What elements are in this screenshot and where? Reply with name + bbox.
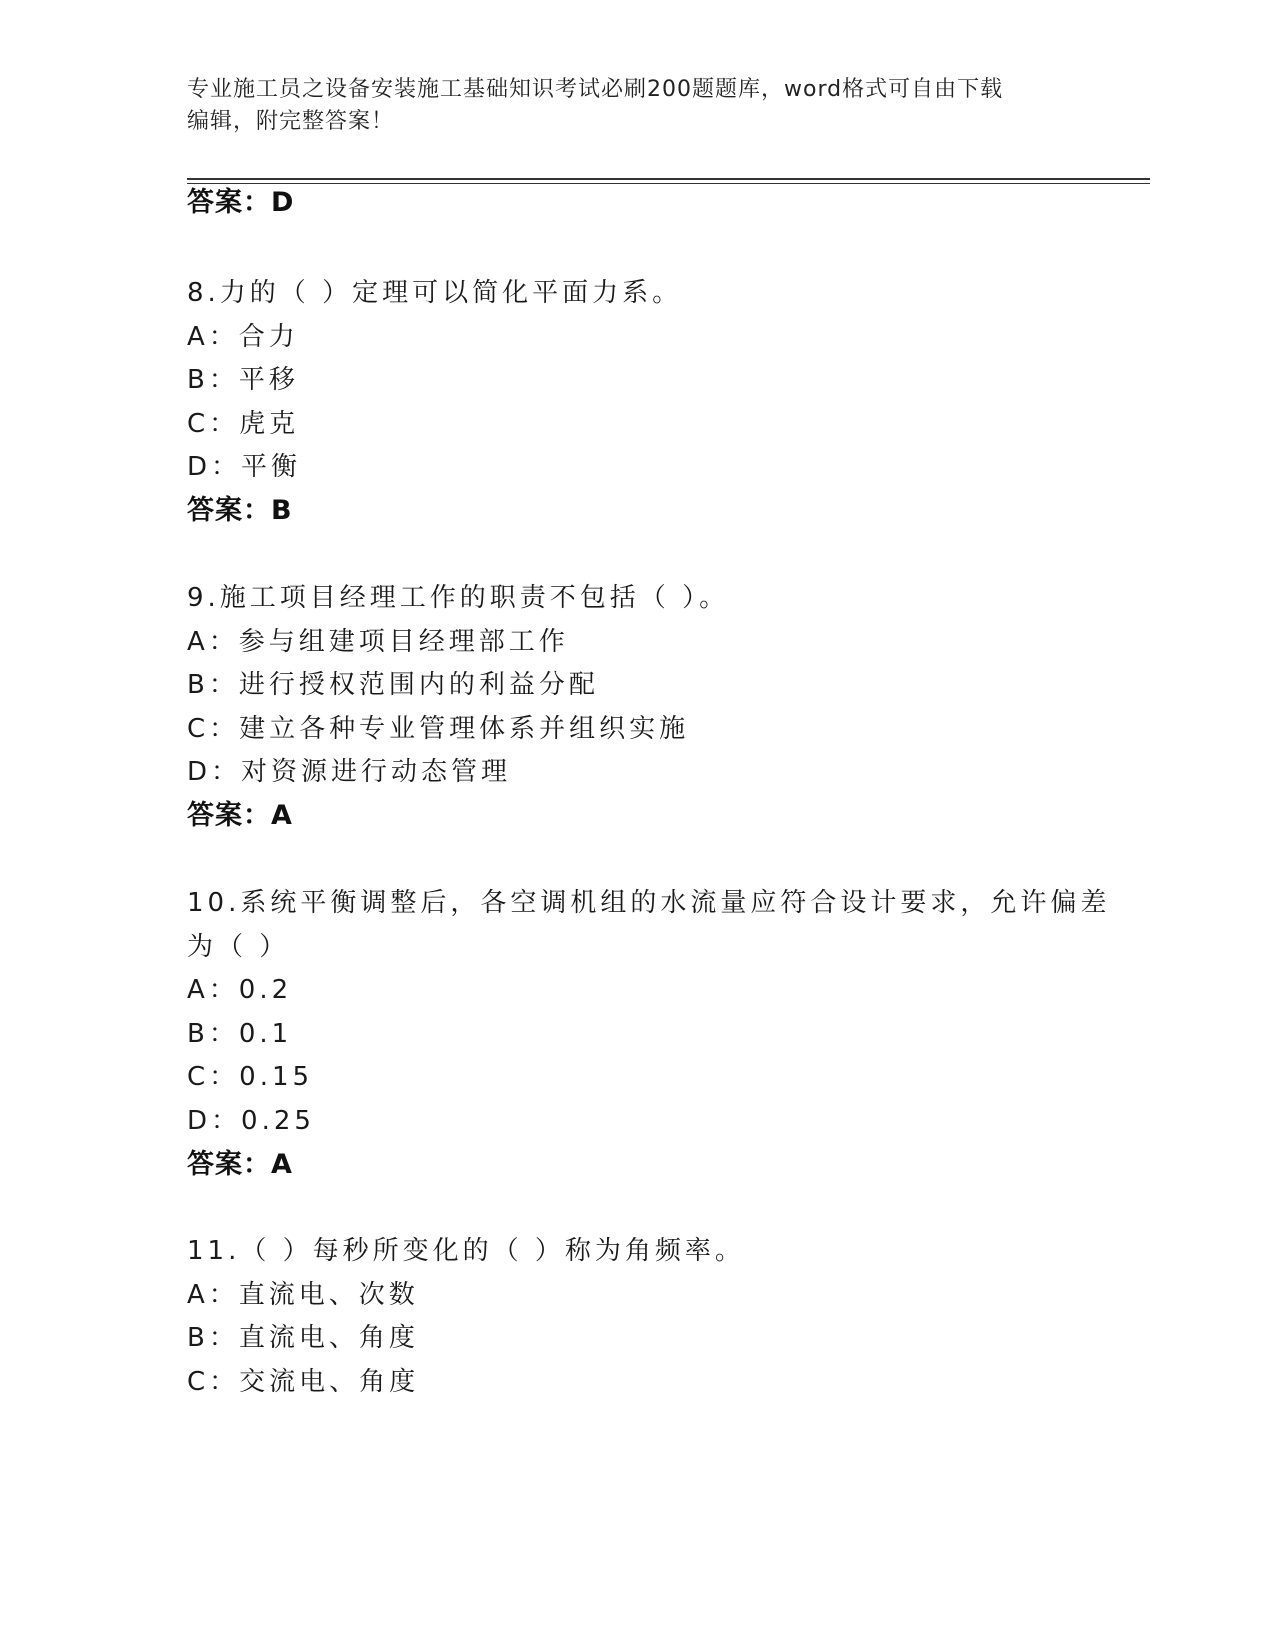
question-10-stem-line-2: 为（ ） bbox=[187, 932, 290, 962]
question-9-stem: 9.施工项目经理工作的职责不包括（ ）。 bbox=[187, 583, 730, 613]
question-8-option-d: D：平衡 bbox=[187, 452, 302, 482]
question-8-option-b: B：平移 bbox=[187, 365, 299, 395]
question-11-option-b: B：直流电、角度 bbox=[187, 1323, 419, 1353]
question-9-option-b: B：进行授权范围内的利益分配 bbox=[187, 670, 599, 700]
question-10-option-c: C：0.15 bbox=[187, 1062, 314, 1092]
question-10-option-d: D：0.25 bbox=[187, 1106, 315, 1136]
question-8-stem: 8.力的（ ）定理可以简化平面力系。 bbox=[187, 278, 683, 308]
question-8-option-a: A：合力 bbox=[187, 322, 299, 352]
document-header bbox=[187, 74, 1067, 138]
question-8-option-c: C：虎克 bbox=[187, 409, 300, 439]
question-11-option-a: A：直流电、次数 bbox=[187, 1280, 419, 1310]
header-line-2: 编辑，附完整答案！ bbox=[187, 109, 395, 134]
header-divider-thick bbox=[187, 178, 1150, 180]
question-10-answer: 答案：A bbox=[187, 1149, 293, 1180]
answer-previous: 答案：D bbox=[187, 187, 295, 218]
question-9-option-a: A：参与组建项目经理部工作 bbox=[187, 627, 569, 657]
header-line-1: 专业施工员之设备安装施工基础知识考试必刷200题题库，word格式可自由下载 bbox=[187, 77, 1004, 102]
question-10-stem-line-1: 10.系统平衡调整后，各空调机组的水流量应符合设计要求，允许偏差 bbox=[187, 888, 1111, 918]
question-11-option-c: C：交流电、角度 bbox=[187, 1367, 420, 1397]
question-9-option-c: C：建立各种专业管理体系并组织实施 bbox=[187, 714, 690, 744]
question-9-option-d: D：对资源进行动态管理 bbox=[187, 757, 512, 787]
question-10-option-b: B：0.1 bbox=[187, 1019, 293, 1049]
question-11-stem: 11.（ ）每秒所变化的（ ）称为角频率。 bbox=[187, 1236, 745, 1266]
header-divider-thin bbox=[187, 183, 1150, 184]
question-10-option-a: A：0.2 bbox=[187, 975, 293, 1005]
question-9-answer: 答案：A bbox=[187, 800, 293, 831]
question-8-answer: 答案：B bbox=[187, 495, 293, 526]
